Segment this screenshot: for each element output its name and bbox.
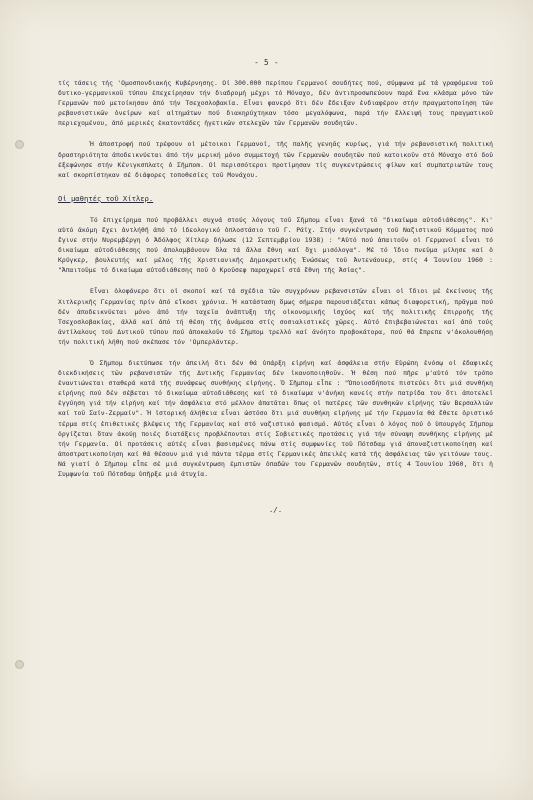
- document-body: [58, 78, 497, 515]
- paragraph: Τό ἐπιχείρημα πού προβάλλει συχνά στούς λόγους τοῦ Σῆμπομ εἶναι ξανά τό "δικαίωμα αὐτοδιάθεσης". Κι' αὐτό ἀκόμη ἔχει ἀντλήθῆ ἀπό τό ἰδεολογικό ὁπλοστάσιο τοῦ Γ. Ράϊχ. Στήν συγκέντρωση τοῦ Ναζιστικοῦ Κόμματος πού ἔγινε στήν Νυρεμβέργη ὁ Ἀδόλφος Χίτλερ δήλωσε (12 Σεπτεμβρίου 1938) : "Αὐτό πού ἀπαιτοῦν οἱ Γερμανοί εἶναι τό δικαίωμα αὐτοδιάθεσης πού ἀπολαμβάνουν ὅλα τά ἄλλα ἔθνη καί ὄχι μισόλογα". Μέ τό ἴδιο πνεῦμα μίλησε καί ὁ Κρύγκερ, βουλευτής καί μέλος τῆς Χριστιανικῆς Δημοκρατικῆς Ἑνώσεως τοῦ Ἀντενάουερ, στίς 4 Ἰουνίου 1960 : "Ἀπαιτοῦμε τό δικαίωμα αὐτοδιάθεσης ποῦ ὁ Κροῦσεφ παραχωρεῖ στά ἔθνη τῆς Ἀσίας".: [58, 215, 497, 275]
- punch-hole: [15, 140, 24, 149]
- closing-mark: ./.: [268, 505, 283, 515]
- punch-hole: [15, 660, 24, 669]
- paragraph: Ἡ ἀποστροφή πού τρέφουν οἱ μέτοικοι Γερμανοί, τῆς παλῆς γενηᾶς κυρίως, γιά τήν ρεβανσιστική πολιτική δραστηριότητα ἀποδεικνύεται ἀπό τήν μερική μόνο συμμετοχή τῶν Γερμανῶν σουδητῶν πού κατοικοῦν στό Μόναχο στό δοῦ ἐξεφώνησε στήν Κένιγκσπλατς ὁ Σῆμποm. Οἱ περισσότεροι προτίμησαν τίς συγκεντρώσεις φίλων καί συμπατριωτῶν τους καί σκορπίστηκαν σέ διάφορες τοποθεσίες τοῦ Μονάχου.: [58, 140, 497, 179]
- paragraph: τίς τάσεις τής 'Ομοσπονδιακής Κυβέρνησης. Οί 300.000 περίπου Γερμανοί σουδήτες πού, σύμφωνα μέ τά γραφόμενα τοῦ δυτικο-γερμανικοῦ τύπου ἐπεχείρησαν τήν διαδρομή μέχρι τό Μόναχο, δέν ἀντιπροσωπεύουν παρά ἕνα κλάσμα μόνο τῶν Γερμανῶν πού μετοίκησαν ἀπό τήν Τσεχοσλοβακία. Εἶναι φανερό ὅτι δέν ἔδειξαν ἐνδιαφέρον στήν πραγματοποίηση τῶν ρεβανσιστικῶν ὀνείρων καί αἰτημάτων πού διακηρύχτηκαν τόσο μεγαλόφωνα, παρά τήν ἔλλειψή τους πραγματικοῦ περιεχομένου, ἀπό μερικές ἑκατοντάδες ἡγετικῶν στελεχῶν τῶν Γερμανῶν σουδητῶν.: [58, 79, 497, 128]
- paragraph: Εἶναι ὁλοφάνερο ὅτι οἱ σκοποί καί τά σχέδια τῶν συγχρόνων ρεβανσιστῶν εἶναι οἱ ἴδιοι μέ ἐκείνους τῆς Χιτλερικῆς Γερμανίας πρίν ἀπό εἴκοσι χρόνια. Ἡ κατάσταση ὅμως σήμερα παρουσιάζεται κάπως διαφορετική, πρᾶγμα πού δέν ἀποδεικνύεται μόνο ἀπό τήν ταχεῖα ἀνάπτυξη τῆς οἰκονομικῆς ἰσχύος καί τῆς πολιτικῆς ἐπιρροῆς τῆς Τσεχοσλοβακίας, ἀλλά καί ἀπό τή θέση τῆς ἀνάμεσα στίς σοσιαλιστικές χῶρες. Αὐτό ἐπιβεβαιώνεται καί ἀπό τούς ἀντίλαλους τοῦ Δυτικοῦ τύπου πού ἀποκαλοῦν τό Σῆμπομ τρελλό καί ἀνόητο προβοκάτορα, πού θά ἔπρεπε ν'ἀκολουθήσῃ τήν πολιτική λήθη πού σκέπασε τόν 'Ομπερλάντερ.: [58, 287, 497, 346]
- paragraph: Ὁ Σῆμπομ διετύπωσε τήν ἀπειλή ὅτι δέν θά ὑπάρξη εἰρήνη καί ἀσφάλεια στήν Εὐρώπη ἐνόσῳ οἱ ἐδαφικές διεκδικήσεις τῶν ρεβανσιστῶν τῆς Δυτικῆς Γερμανίας δέν ἱκανοποιηθοῦν. Ἡ θέση πού πῆρε μ'αὐτό τόν τρόπο ἐναντιώνεται σταθερά κατά τῆς συνάφεως συνθήκης εἰρήνης. Ὁ Σῆμπομ εἶπε : "Ὁποιοσδήποτε πιστεύει ὅτι μιά συνθήκη εἰρήνης πού δέν σέβεται τό δικαίωμα αὐτοδιάθεσης καί τό δικαίωμα ν'ἀνήκη κανείς στήν πατρίδα του ὅτι ἀποτελεῖ ἐγγύηση γιά τήν εἰρήνη καί τήν ἀσφάλεια στό μέλλον ἀπατᾶται ὅπως οἱ πατέρες τῶν συνθηκῶν εἰρήνης τῶν Βερσαλλιῶν καί τοῦ Σαίν-Ζερμαίν". Ἡ ἱστορική ἀλήθεια εἶναι ὡστόσο ὅτι μιά συνθήκη εἰρήνης μέ τήν Γερμανία θά ἔθετε ὁριστικό τέρμα στίς ἐπιθετικές βλέψεις τῆς Γερμανίας καί στό ναζιστικό φασισμό. Αὐτός εἶναι ὁ λόγος πού ὁ ὑπουργός Σῆμπομ ὀργίζεται ὅταν ἀκούῃ ποιές διατάξεις προβλέπονται στίς Σοβιετικές προτάσεις γιά τήν σύναψη συνθήκης εἰρήνης μέ τήν Γερμανία. Οἱ προτάσεις αὐτές εἶναι βασισμένες πάνω στίς συμφωνίες τοῦ Πότσδαμ γιά ἀποναζιστικοποίηση καί ἀποστρατικοποίηση καί θά θέσουν μιά γιά πάντα τέρμα στίς Γερμανικές ἀπειλές κατά τῆς ἀσφάλειας τῶν γειτόνων τους. Νά γιατί ὁ Σῆμπομ εἶπε σέ μιά συγκέντρωση ἐμπιστῶν ὁπαδῶν του Γερμανῶν σουδητῶν, στίς 4 Ἰουνίου 1960, ὅτι ἡ Συμφωνία τοῦ Πότσδαμ ὑπῆρξε μιά ἀτυχία.: [58, 358, 497, 478]
- section-heading: Οἱ μαθητές τοῦ Χίτλερ.: [58, 193, 154, 203]
- page-number: - 5 -: [254, 58, 279, 67]
